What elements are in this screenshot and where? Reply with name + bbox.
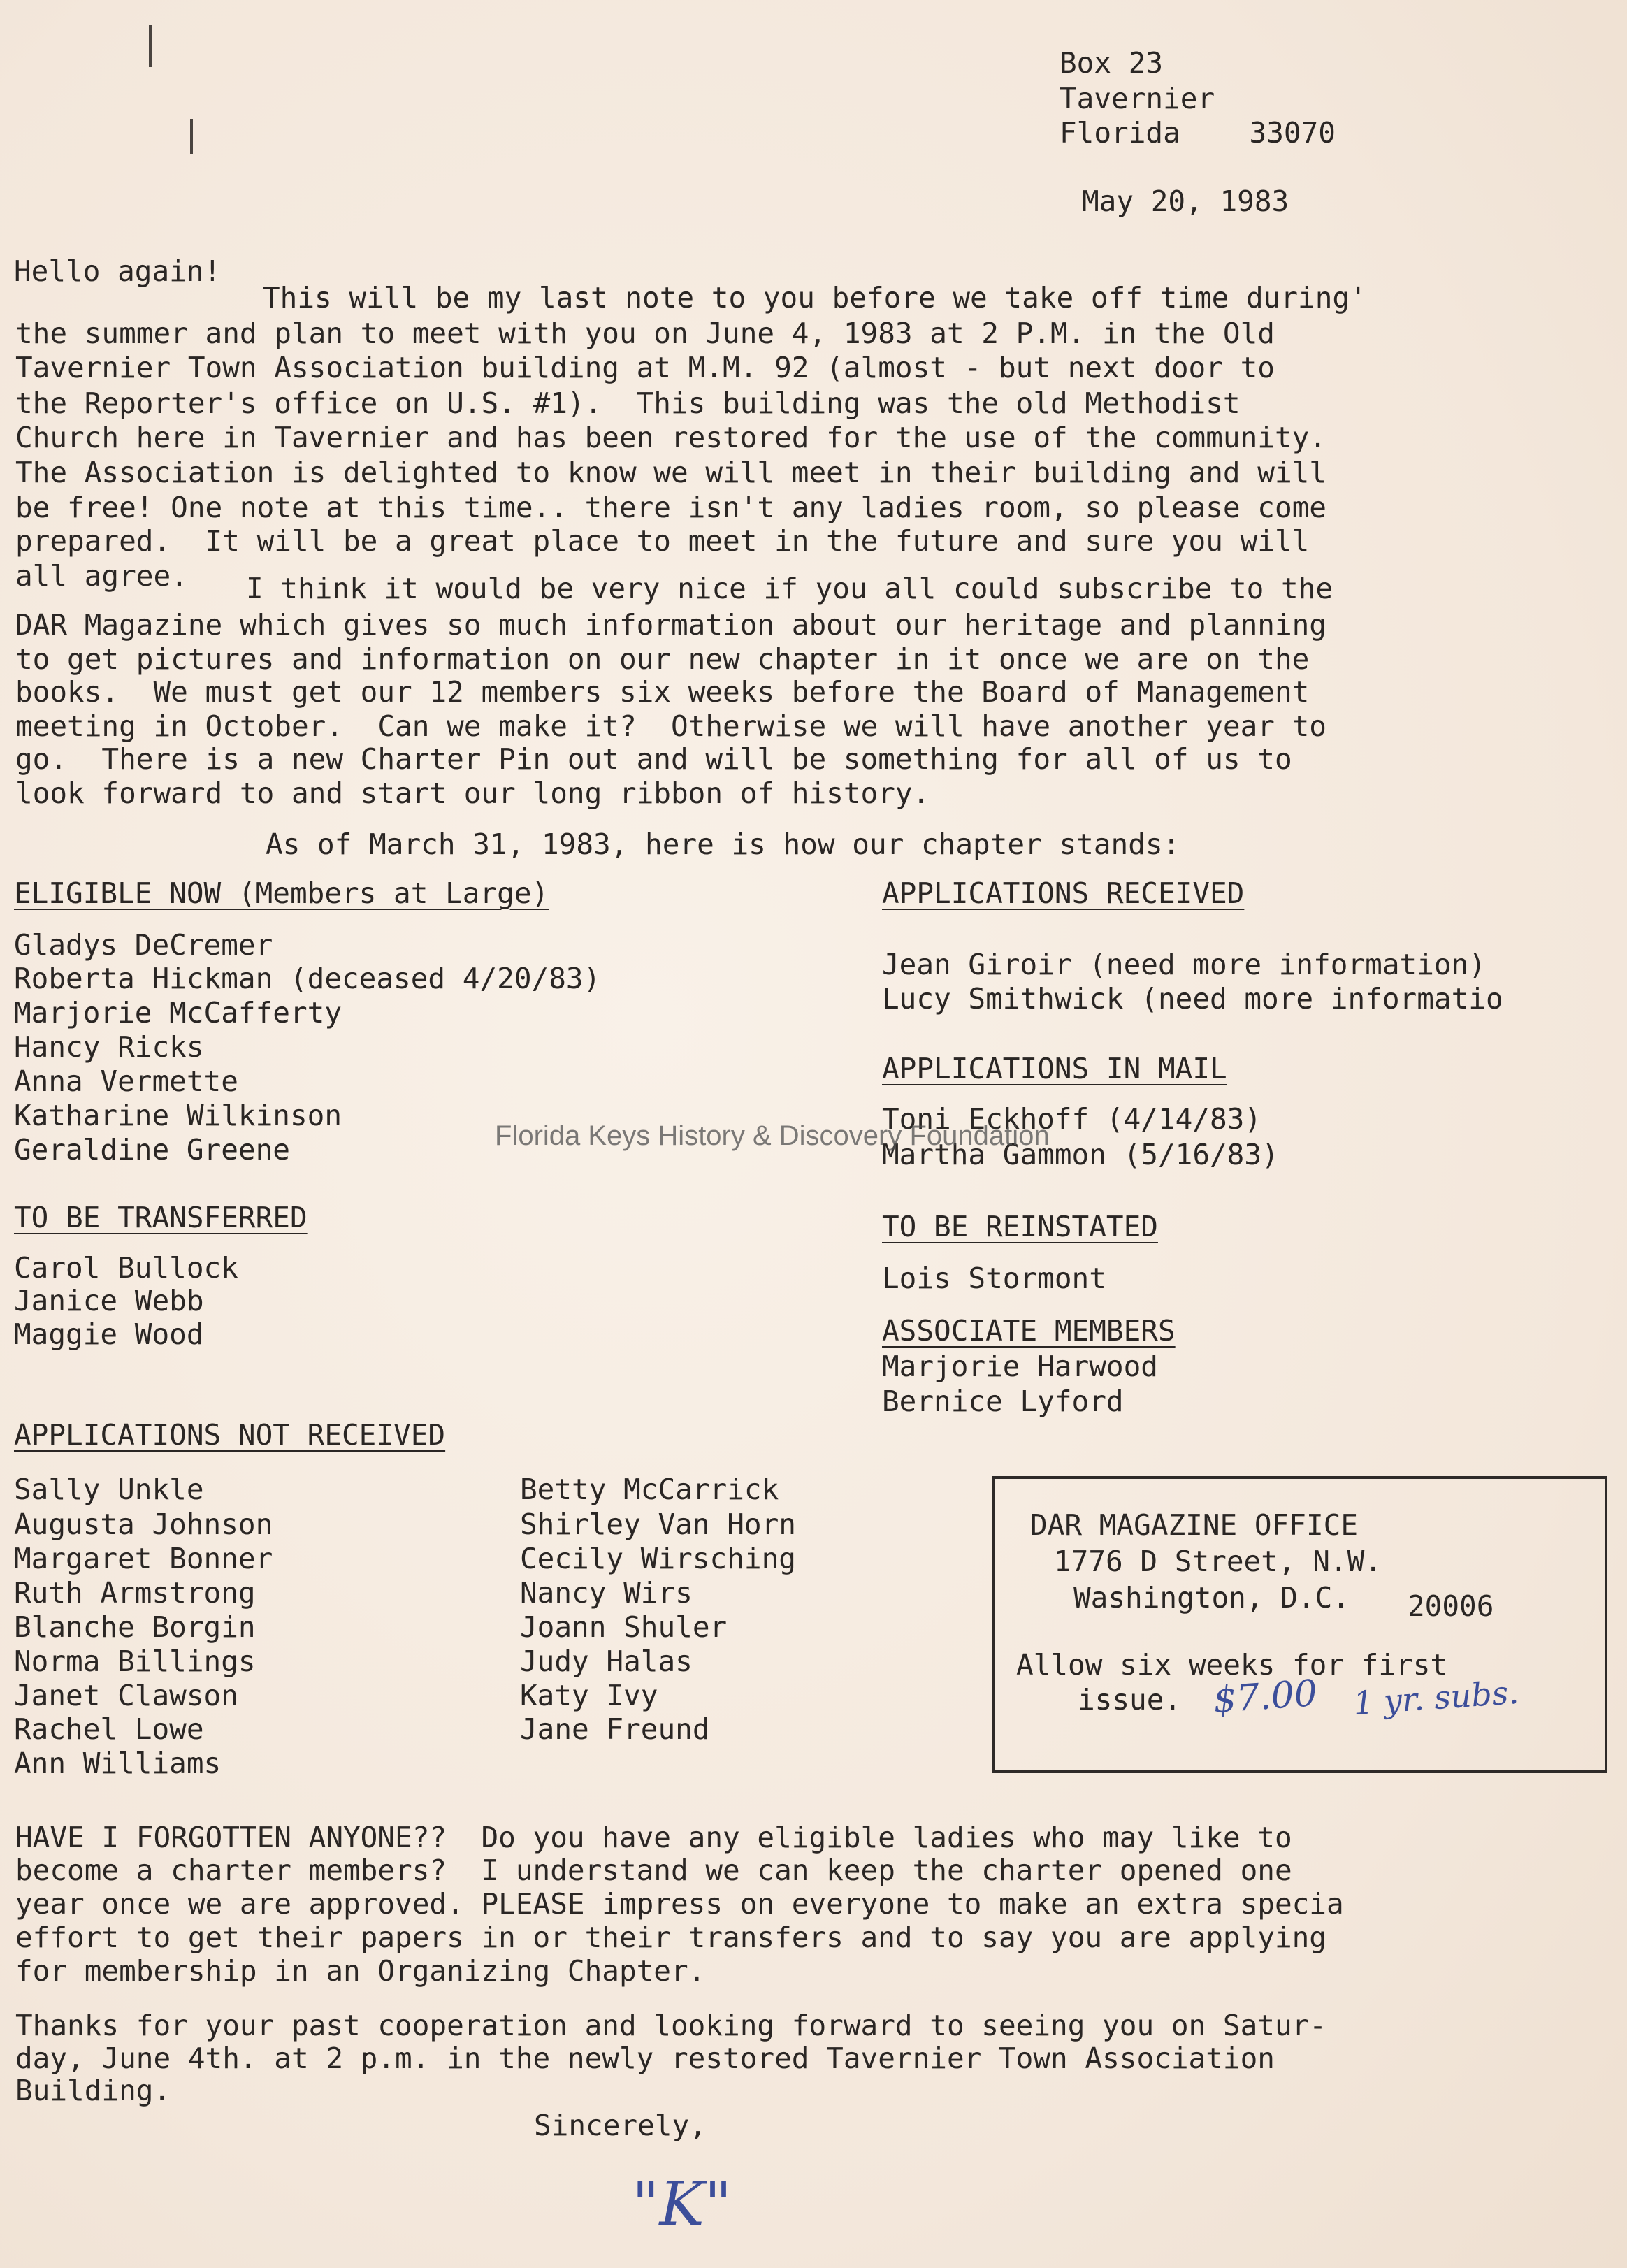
- not-received-name: Katy Ivy: [520, 1679, 658, 1712]
- para1-line: the summer and plan to meet with you on June 4, 1983 at 2 P.M. in the Old: [15, 317, 1275, 350]
- status-intro: As of March 31, 1983, here is how our chapter stands:: [266, 828, 1180, 861]
- not-received-name: Janet Clawson: [14, 1679, 238, 1712]
- handwritten-price: $7.00: [1212, 1672, 1319, 1722]
- magazine-note: Allow six weeks for first: [1016, 1648, 1448, 1682]
- eligible-name: Hancy Ricks: [14, 1030, 204, 1064]
- para1-line: be free! One note at this time.. there isn't any ladies room, so please come: [15, 491, 1326, 524]
- magazine-street: 1776 D Street, N.W.: [1054, 1545, 1382, 1578]
- not-received-name: Joann Shuler: [520, 1610, 728, 1644]
- not-received-name: Ruth Armstrong: [14, 1576, 256, 1610]
- handwritten-note: 1 yr. subs.: [1352, 1673, 1520, 1723]
- not-received-name: Norma Billings: [14, 1645, 256, 1678]
- not-received-name: Margaret Bonner: [14, 1542, 273, 1575]
- address-line-1: Box 23: [1060, 46, 1164, 80]
- received-name: Jean Giroir (need more information): [882, 948, 1486, 981]
- para2-line: I think it would be very nice if you all could subscribe to the: [246, 572, 1333, 605]
- para1-line: Church here in Tavernier and has been restored for the use of the community.: [15, 421, 1326, 454]
- transferred-name: Janice Webb: [14, 1284, 204, 1317]
- in-mail-heading: APPLICATIONS IN MAIL: [882, 1052, 1227, 1085]
- associate-name: Bernice Lyford: [882, 1385, 1124, 1418]
- transferred-heading: TO BE TRANSFERRED: [14, 1201, 308, 1234]
- eligible-name: Gladys DeCremer: [14, 928, 273, 962]
- eligible-name: Marjorie McCafferty: [14, 996, 342, 1030]
- para1-line: Tavernier Town Association building at M.M. 92 (almost - but next door to: [15, 351, 1275, 384]
- associate-heading: ASSOCIATE MEMBERS: [882, 1314, 1176, 1348]
- para1-line: prepared. It will be a great place to meet in the future and sure you will: [15, 524, 1310, 558]
- address-line-2: Tavernier: [1060, 82, 1215, 115]
- para1-line: all agree.: [15, 559, 188, 593]
- punch-mark: [190, 119, 193, 154]
- transferred-name: Carol Bullock: [14, 1251, 238, 1285]
- address-line-3: Florida 33070: [1060, 116, 1336, 150]
- para2-line: meeting in October. Can we make it? Otherwise we will have another year to: [15, 709, 1326, 743]
- magazine-zip: 20006: [1408, 1589, 1494, 1623]
- closing: Sincerely,: [534, 2109, 707, 2142]
- associate-name: Marjorie Harwood: [882, 1350, 1158, 1383]
- not-received-name: Blanche Borgin: [14, 1610, 256, 1644]
- para2-line: books. We must get our 12 members six weeks before the Board of Management: [15, 675, 1310, 709]
- para2-line: to get pictures and information on our new chapter in it once we are on the: [15, 642, 1310, 676]
- para1-line: This will be my last note to you before we take off time during': [263, 281, 1367, 315]
- para1-line: The Association is delighted to know we will meet in their building and will: [15, 456, 1326, 489]
- not-received-name: Ann Williams: [14, 1747, 222, 1780]
- para2-line: look forward to and start our long ribbon of history.: [15, 777, 930, 810]
- eligible-heading: ELIGIBLE NOW (Members at Large): [14, 876, 549, 910]
- not-received-name: Augusta Johnson: [14, 1508, 273, 1541]
- para3-line: HAVE I FORGOTTEN ANYONE?? Do you have any eligible ladies who may like to: [15, 1821, 1292, 1854]
- eligible-name: Anna Vermette: [14, 1064, 238, 1098]
- para3-line: year once we are approved. PLEASE impress on everyone to make an extra specia: [15, 1887, 1344, 1921]
- para3-line: become a charter members? I understand we can keep the charter opened one: [15, 1854, 1292, 1887]
- in-mail-name: Toni Eckhoff (4/14/83): [882, 1102, 1262, 1136]
- magazine-office-title: DAR MAGAZINE OFFICE: [1030, 1508, 1358, 1542]
- para3-line: for membership in an Organizing Chapter.: [15, 1954, 706, 1988]
- signature: "K": [632, 2169, 732, 2239]
- para4-line: Building.: [15, 2074, 171, 2107]
- punch-mark: [149, 25, 152, 67]
- dar-magazine-box: [992, 1476, 1607, 1773]
- in-mail-name: Martha Gammon (5/16/83): [882, 1138, 1279, 1171]
- not-received-name: Nancy Wirs: [520, 1576, 693, 1610]
- not-received-name: Betty McCarrick: [520, 1473, 779, 1506]
- para1-line: the Reporter's office on U.S. #1). This building was the old Methodist: [15, 387, 1241, 420]
- eligible-name: Katharine Wilkinson: [14, 1099, 342, 1132]
- eligible-name: Roberta Hickman (deceased 4/20/83): [14, 962, 601, 995]
- received-heading: APPLICATIONS RECEIVED: [882, 876, 1245, 910]
- greeting: Hello again!: [14, 254, 222, 288]
- not-received-name: Sally Unkle: [14, 1473, 204, 1506]
- para2-line: DAR Magazine which gives so much information about our heritage and planning: [15, 608, 1326, 642]
- not-received-heading: APPLICATIONS NOT RECEIVED: [14, 1418, 446, 1452]
- eligible-name: Geraldine Greene: [14, 1133, 290, 1166]
- magazine-city: Washington, D.C.: [1073, 1581, 1350, 1615]
- transferred-name: Maggie Wood: [14, 1317, 204, 1351]
- reinstated-name: Lois Stormont: [882, 1262, 1106, 1295]
- not-received-name: Jane Freund: [520, 1712, 710, 1746]
- not-received-name: Judy Halas: [520, 1645, 693, 1678]
- watermark: Florida Keys History & Discovery Foundation: [495, 1120, 1050, 1151]
- para4-line: day, June 4th. at 2 p.m. in the newly restored Tavernier Town Association: [15, 2042, 1275, 2075]
- not-received-name: Rachel Lowe: [14, 1712, 204, 1746]
- reinstated-heading: TO BE REINSTATED: [882, 1210, 1158, 1243]
- letter-date: May 20, 1983: [1082, 185, 1289, 218]
- not-received-name: Shirley Van Horn: [520, 1508, 796, 1541]
- para4-line: Thanks for your past cooperation and looking forward to seeing you on Satur-: [15, 2009, 1326, 2042]
- para2-line: go. There is a new Charter Pin out and will be something for all of us to: [15, 742, 1292, 776]
- received-name: Lucy Smithwick (need more informatio: [882, 982, 1503, 1016]
- magazine-note: issue.: [1078, 1683, 1182, 1717]
- not-received-name: Cecily Wirsching: [520, 1542, 796, 1575]
- para3-line: effort to get their papers in or their transfers and to say you are applying: [15, 1921, 1326, 1954]
